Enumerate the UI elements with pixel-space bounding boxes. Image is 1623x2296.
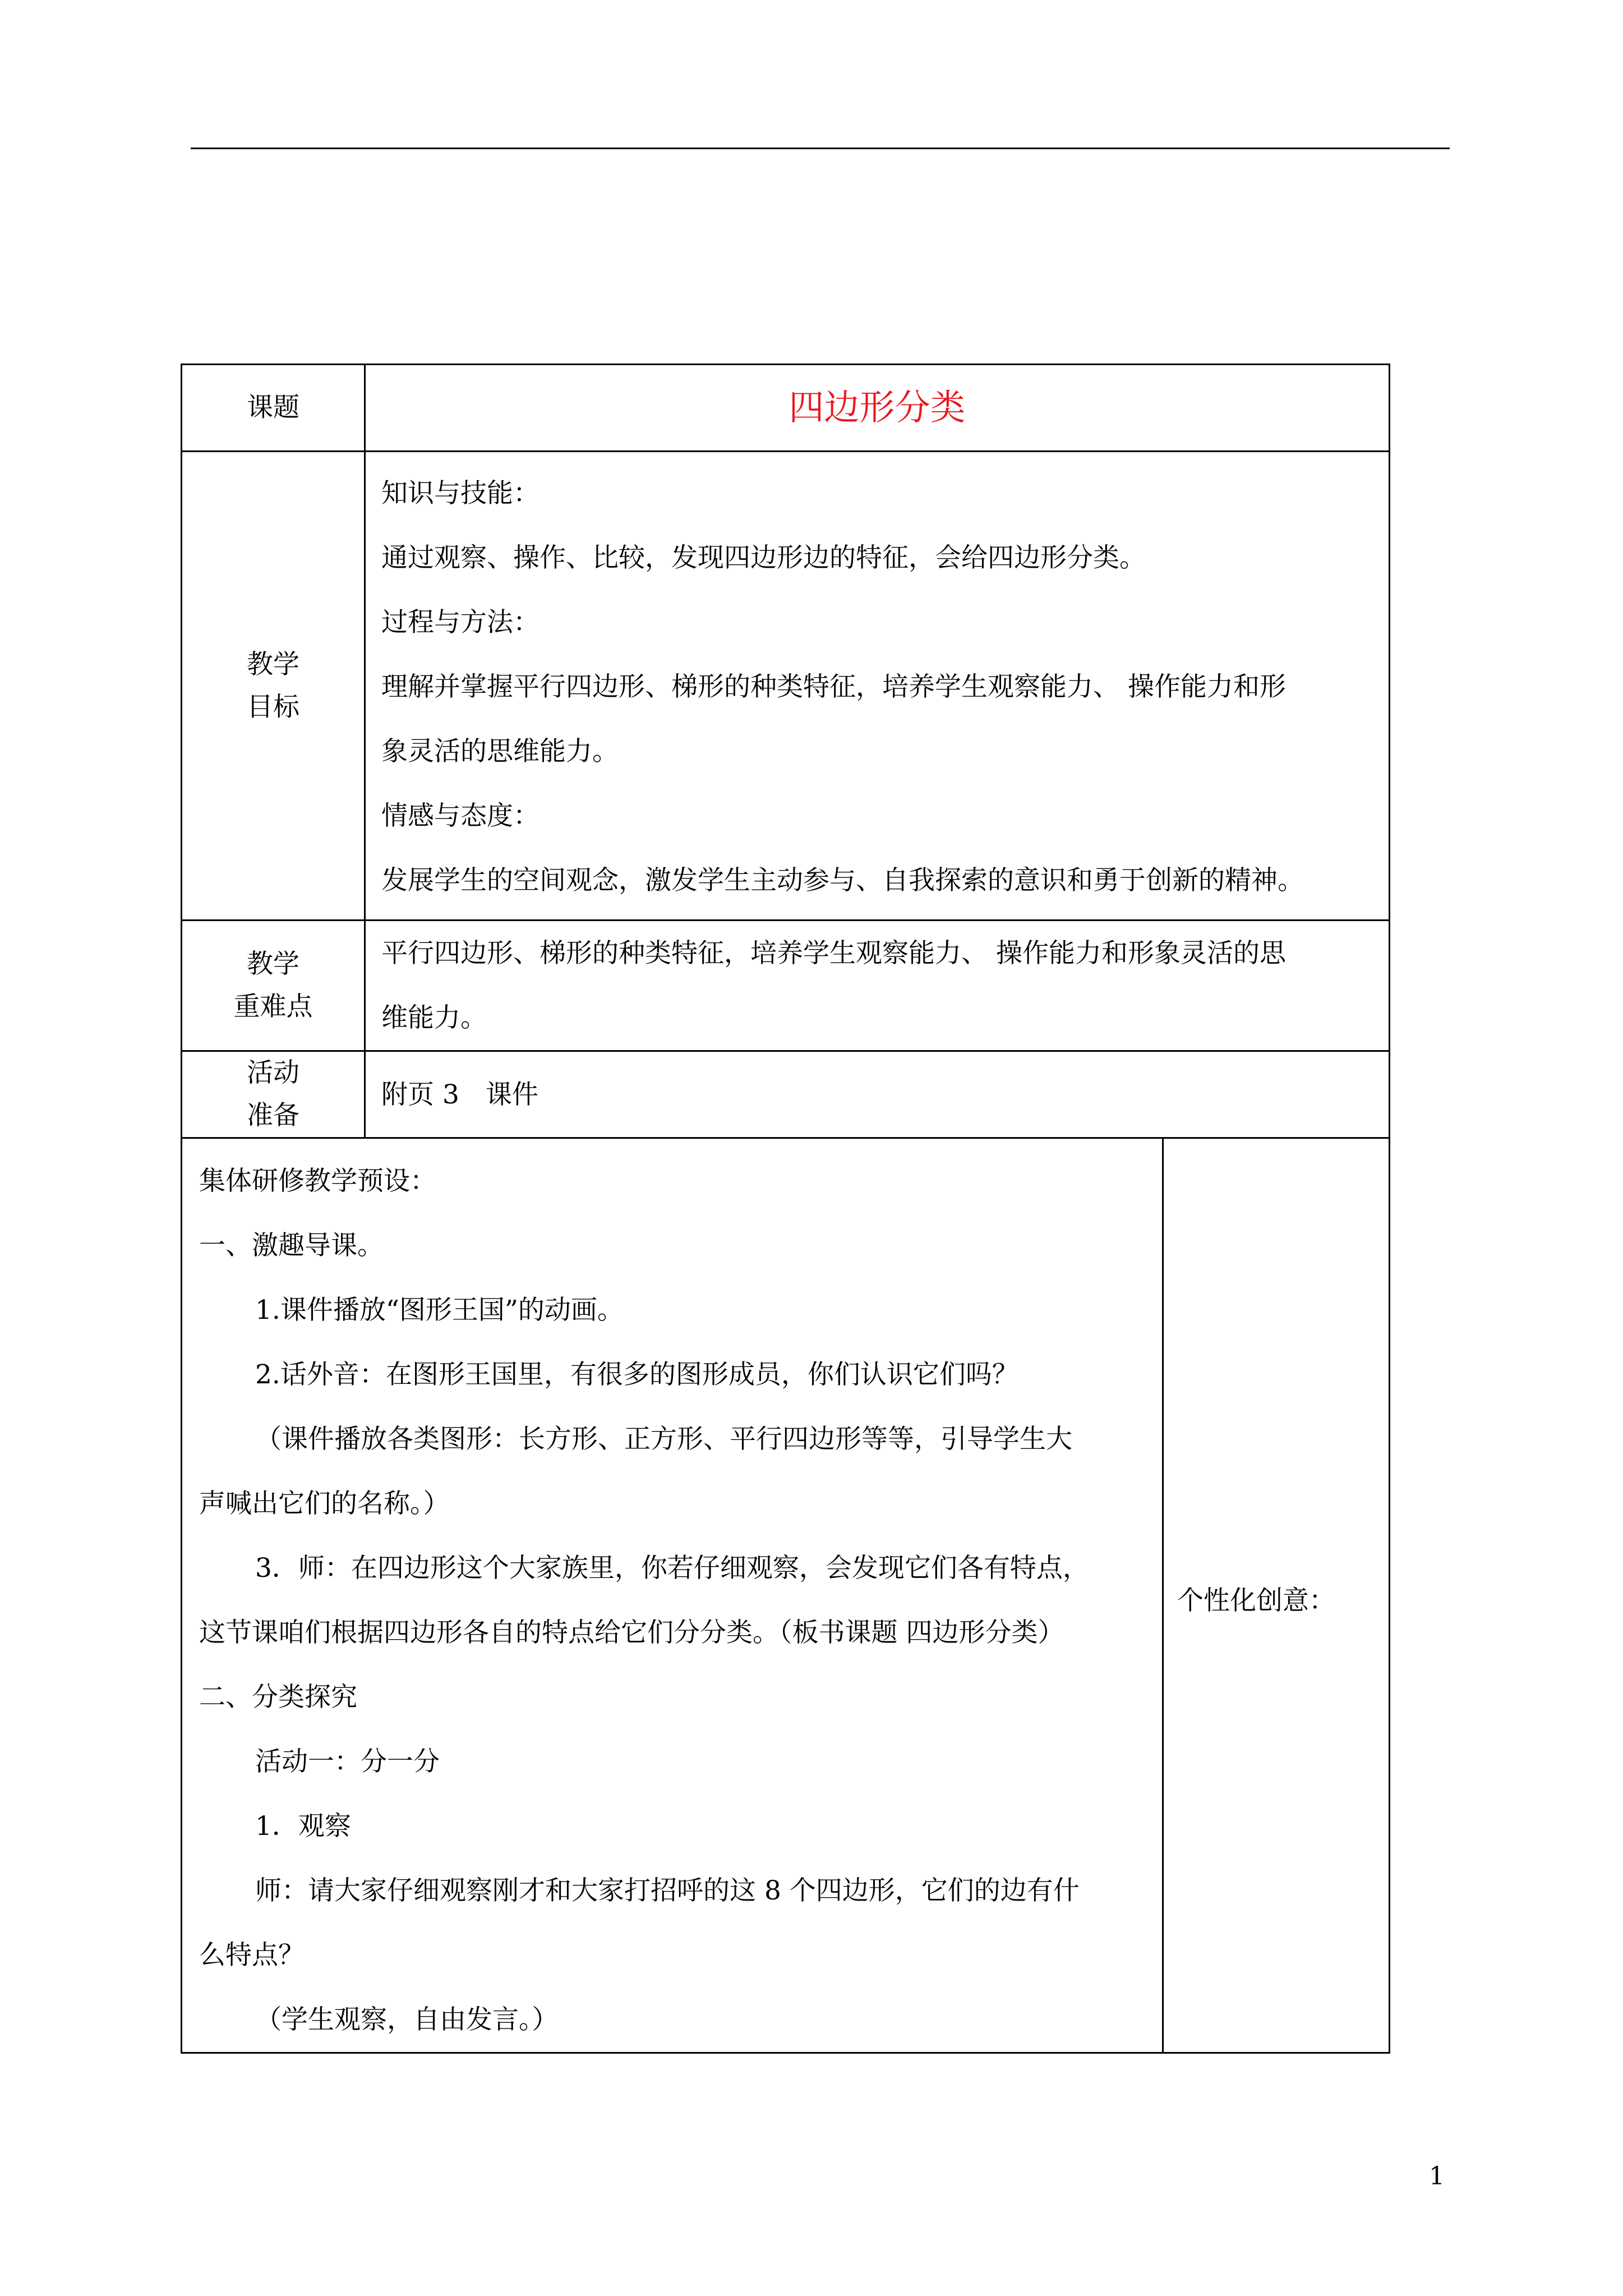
plan-line: （课件播放各类图形：长方形、正方形、平行四边形等等，引导学生大 xyxy=(255,1424,1072,1455)
plan-line: 这节课咱们根据四边形各自的特点给它们分分类。（板书课题 四边形分类） xyxy=(199,1617,1064,1648)
plan-body-row xyxy=(182,1138,1390,2053)
key-points-content xyxy=(365,921,1390,1051)
plan-line: （学生观察，自由发言。） xyxy=(255,2004,559,2035)
plan-line: 3．师：在四边形这个大家族里，你若仔细观察，会发现它们各有特点， xyxy=(255,1553,1089,1584)
plan-line: 2.话外音：在图形王国里，有很多的图形成员，你们认识它们吗？ xyxy=(255,1359,1018,1390)
attitude-text: 发展学生的空间观念，激发学生主动参与、自我探索的意识和勇于创新的精神。 xyxy=(381,865,1304,896)
process-heading: 过程与方法： xyxy=(381,607,540,638)
preparation-content: 附页 3 课件 xyxy=(365,1051,1390,1138)
plan-line: 1．观察 xyxy=(255,1811,351,1842)
collective-plan-cell xyxy=(182,1138,1163,2053)
key-points-row xyxy=(182,921,1390,1051)
preparation-label-line2: 准备 xyxy=(247,1100,299,1131)
preparation-label xyxy=(182,1051,365,1138)
page-number: 1 xyxy=(1429,2162,1445,2191)
plan-line: 1.课件播放“图形王国”的动画。 xyxy=(255,1295,624,1326)
title-row xyxy=(182,365,1390,452)
plan-line: 活动一：分一分 xyxy=(255,1746,440,1777)
goals-label xyxy=(182,452,365,921)
plan-line: 一、激趣导课。 xyxy=(199,1230,384,1261)
personal-note-label: 个性化创意： xyxy=(1177,1585,1335,1616)
plan-line: 师：请大家仔细观察刚才和大家打招呼的这 8 个四边形，它们的边有什 xyxy=(255,1875,1080,1906)
plan-line: 二、分类探究 xyxy=(199,1682,357,1713)
lesson-plan-table xyxy=(181,364,1390,2054)
key-points-label xyxy=(182,921,365,1051)
preparation-label-line1: 活动 xyxy=(247,1057,299,1088)
key-points-text-line1: 平行四边形、梯形的种类特征，培养学生观察能力、 操作能力和形象灵活的思 xyxy=(381,938,1286,969)
key-points-label-line1: 教学 xyxy=(247,949,299,979)
goals-label-line1: 教学 xyxy=(247,648,299,680)
personal-note-cell xyxy=(1163,1138,1390,2053)
plan-line: 声喊出它们的名称。） xyxy=(199,1488,450,1519)
preparation-row xyxy=(182,1051,1390,1138)
lesson-title: 四边形分类 xyxy=(789,387,966,428)
process-text-line2: 象灵活的思维能力。 xyxy=(381,736,619,767)
title-cell xyxy=(365,365,1390,452)
key-points-text-line2: 维能力。 xyxy=(381,1002,487,1033)
goals-row xyxy=(182,452,1390,921)
knowledge-text: 通过观察、操作、比较，发现四边形边的特征，会给四边形分类。 xyxy=(381,542,1146,573)
knowledge-heading: 知识与技能： xyxy=(381,478,540,509)
goals-content xyxy=(365,452,1390,921)
plan-line: 么特点？ xyxy=(199,1940,305,1971)
attitude-heading: 情感与态度： xyxy=(381,800,540,831)
header-rule xyxy=(191,148,1450,149)
key-points-label-line2: 重难点 xyxy=(233,991,313,1022)
goals-label-line2: 目标 xyxy=(247,691,299,723)
title-label: 课题 xyxy=(182,365,365,452)
collective-plan-heading: 集体研修教学预设： xyxy=(199,1166,436,1197)
process-text-line1: 理解并掌握平行四边形、梯形的种类特征，培养学生观察能力、 操作能力和形 xyxy=(381,671,1286,702)
